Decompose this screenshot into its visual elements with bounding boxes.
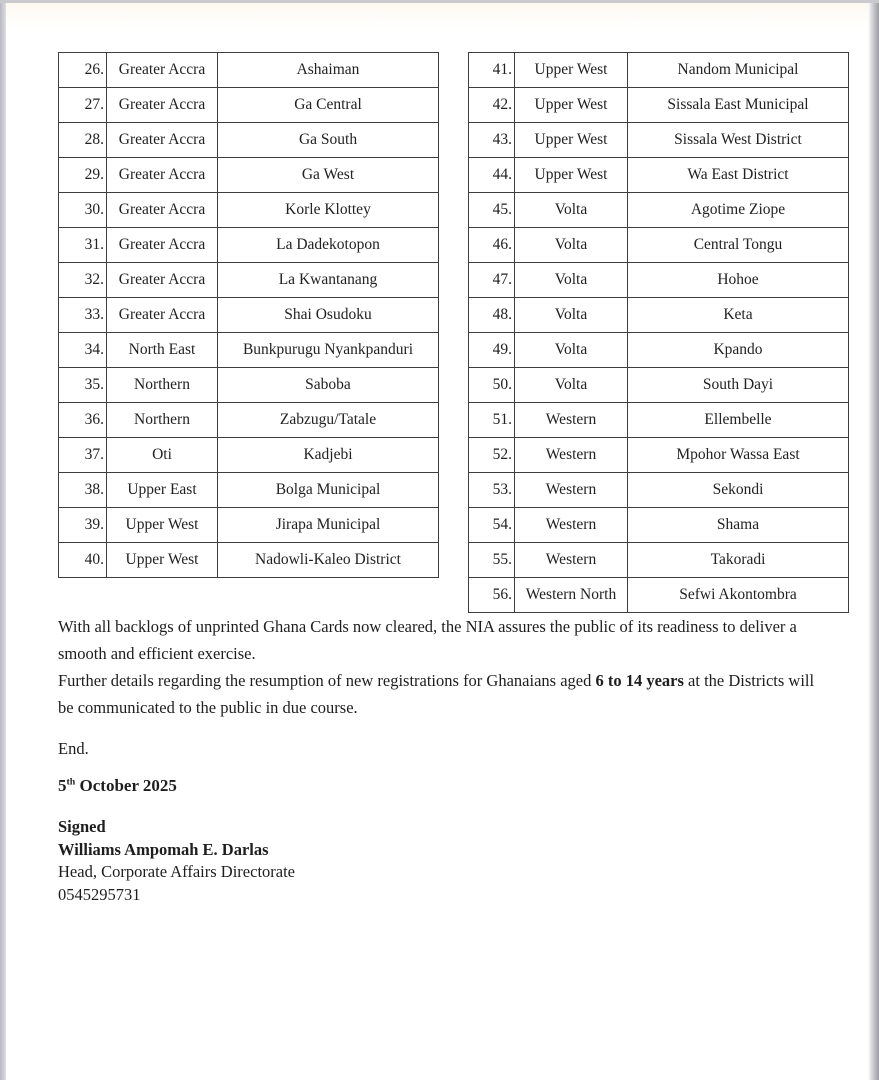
photo-tint-top: [6, 3, 868, 29]
row-number-cell: 46.: [469, 228, 515, 263]
photo-edge-right: [868, 0, 879, 1080]
region-cell: Greater Accra: [107, 228, 218, 263]
table-row: [469, 403, 849, 438]
district-cell: Sekondi: [628, 473, 849, 508]
districts-table-left: [58, 52, 439, 578]
region-cell: Western North: [515, 578, 628, 613]
table-row: [469, 53, 849, 88]
district-cell: Agotime Ziope: [628, 193, 849, 228]
paragraph-backlogs: With all backlogs of unprinted Ghana Cards now cleared, the NIA assures the public of its readiness to deliver a smooth and efficient exercise.: [58, 617, 797, 663]
row-number-cell: 37.: [59, 438, 107, 473]
row-number-cell: 48.: [469, 298, 515, 333]
district-cell: Ellembelle: [628, 403, 849, 438]
region-cell: Upper West: [107, 543, 218, 578]
region-cell: Northern: [107, 403, 218, 438]
region-cell: Western: [515, 403, 628, 438]
table-row: [59, 543, 439, 578]
region-cell: Volta: [515, 368, 628, 403]
district-cell: Sissala West District: [628, 123, 849, 158]
district-cell: Kadjebi: [218, 438, 439, 473]
row-number-cell: 29.: [59, 158, 107, 193]
document-body: [58, 52, 826, 906]
row-number-cell: 33.: [59, 298, 107, 333]
district-cell: Takoradi: [628, 543, 849, 578]
region-cell: Volta: [515, 263, 628, 298]
region-cell: Northern: [107, 368, 218, 403]
signatory-name: Williams Ampomah E. Darlas: [58, 839, 269, 859]
district-cell: Korle Klottey: [218, 193, 439, 228]
release-date: [58, 776, 826, 796]
district-cell: Nandom Municipal: [628, 53, 849, 88]
row-number-cell: 31.: [59, 228, 107, 263]
row-number-cell: 32.: [59, 263, 107, 298]
table-row: [59, 53, 439, 88]
row-number-cell: 44.: [469, 158, 515, 193]
row-number-cell: 51.: [469, 403, 515, 438]
district-cell: South Dayi: [628, 368, 849, 403]
table-row: [469, 543, 849, 578]
table-row: [59, 298, 439, 333]
table-row: [59, 158, 439, 193]
row-number-cell: 56.: [469, 578, 515, 613]
table-row: [469, 333, 849, 368]
region-cell: Western: [515, 438, 628, 473]
table-row: [59, 228, 439, 263]
end-marker: End.: [58, 739, 89, 758]
table-row: [59, 368, 439, 403]
row-number-cell: 47.: [469, 263, 515, 298]
district-cell: Ashaiman: [218, 53, 439, 88]
district-cell: Keta: [628, 298, 849, 333]
district-cell: Shai Osudoku: [218, 298, 439, 333]
region-cell: North East: [107, 333, 218, 368]
row-number-cell: 26.: [59, 53, 107, 88]
row-number-cell: 38.: [59, 473, 107, 508]
region-cell: Upper East: [107, 473, 218, 508]
table-row: [469, 298, 849, 333]
table-row: [469, 193, 849, 228]
region-cell: Volta: [515, 333, 628, 368]
table-row: [59, 263, 439, 298]
table-row: [469, 88, 849, 123]
district-cell: Bunkpurugu Nyankpanduri: [218, 333, 439, 368]
districts-table-right: [468, 52, 849, 613]
table-row: [469, 578, 849, 613]
table-row: [59, 403, 439, 438]
table-row: [59, 508, 439, 543]
signed-label: Signed: [58, 817, 106, 836]
region-cell: Volta: [515, 298, 628, 333]
signature-block: [58, 816, 826, 906]
row-number-cell: 34.: [59, 333, 107, 368]
region-cell: Greater Accra: [107, 88, 218, 123]
region-cell: Greater Accra: [107, 263, 218, 298]
region-cell: Upper West: [515, 53, 628, 88]
row-number-cell: 39.: [59, 508, 107, 543]
region-cell: Upper West: [107, 508, 218, 543]
district-cell: Saboba: [218, 368, 439, 403]
table-row: [59, 333, 439, 368]
row-number-cell: 27.: [59, 88, 107, 123]
row-number-cell: 40.: [59, 543, 107, 578]
district-cell: Ga West: [218, 158, 439, 193]
region-cell: Greater Accra: [107, 158, 218, 193]
region-cell: Volta: [515, 193, 628, 228]
region-cell: Upper West: [515, 88, 628, 123]
release-date-rest: October 2025: [75, 776, 177, 795]
district-cell: Mpohor Wassa East: [628, 438, 849, 473]
row-number-cell: 54.: [469, 508, 515, 543]
district-tables: [58, 52, 826, 613]
district-cell: Hohoe: [628, 263, 849, 298]
table-row: [469, 263, 849, 298]
district-cell: Ga Central: [218, 88, 439, 123]
region-cell: Greater Accra: [107, 123, 218, 158]
region-cell: Upper West: [515, 123, 628, 158]
region-cell: Greater Accra: [107, 193, 218, 228]
row-number-cell: 42.: [469, 88, 515, 123]
region-cell: Upper West: [515, 158, 628, 193]
row-number-cell: 28.: [59, 123, 107, 158]
row-number-cell: 49.: [469, 333, 515, 368]
district-cell: La Kwantanang: [218, 263, 439, 298]
region-cell: Volta: [515, 228, 628, 263]
table-row: [59, 123, 439, 158]
district-cell: Sefwi Akontombra: [628, 578, 849, 613]
row-number-cell: 36.: [59, 403, 107, 438]
district-cell: Kpando: [628, 333, 849, 368]
district-cell: Central Tongu: [628, 228, 849, 263]
row-number-cell: 35.: [59, 368, 107, 403]
table-row: [469, 438, 849, 473]
district-cell: Jirapa Municipal: [218, 508, 439, 543]
region-cell: Western: [515, 543, 628, 578]
district-cell: Shama: [628, 508, 849, 543]
paragraph-further-details-prefix: Further details regarding the resumption of new registrations for Ghanaians aged: [58, 671, 596, 690]
district-cell: Bolga Municipal: [218, 473, 439, 508]
row-number-cell: 50.: [469, 368, 515, 403]
row-number-cell: 45.: [469, 193, 515, 228]
table-row: [469, 158, 849, 193]
paragraph-further-details: [58, 667, 826, 721]
row-number-cell: 52.: [469, 438, 515, 473]
table-row: [469, 473, 849, 508]
age-range-bold: 6 to 14 years: [595, 671, 684, 690]
signatory-title: Head, Corporate Affairs Directorate: [58, 862, 296, 881]
table-row: [469, 368, 849, 403]
district-cell: Sissala East Municipal: [628, 88, 849, 123]
table-row: [59, 473, 439, 508]
signatory-phone: 0545295731: [58, 884, 141, 904]
photo-edge-left: [0, 0, 6, 1080]
district-cell: Zabzugu/Tatale: [218, 403, 439, 438]
table-row: [59, 88, 439, 123]
table-row: [469, 508, 849, 543]
region-cell: Western: [515, 508, 628, 543]
row-number-cell: 53.: [469, 473, 515, 508]
row-number-cell: 30.: [59, 193, 107, 228]
row-number-cell: 55.: [469, 543, 515, 578]
table-row: [469, 228, 849, 263]
region-cell: Western: [515, 473, 628, 508]
district-cell: Nadowli-Kaleo District: [218, 543, 439, 578]
row-number-cell: 43.: [469, 123, 515, 158]
table-row: [59, 438, 439, 473]
paragraph-further-details-suffix: at the Districts will be communicated to the public in due course.: [58, 671, 815, 717]
district-cell: Wa East District: [628, 158, 849, 193]
district-cell: Ga South: [218, 123, 439, 158]
table-row: [59, 193, 439, 228]
region-cell: Oti: [107, 438, 218, 473]
row-number-cell: 41.: [469, 53, 515, 88]
region-cell: Greater Accra: [107, 298, 218, 333]
release-date-day: 5: [58, 776, 67, 795]
table-row: [469, 123, 849, 158]
district-cell: La Dadekotopon: [218, 228, 439, 263]
region-cell: Greater Accra: [107, 53, 218, 88]
release-date-ordinal: th: [66, 776, 76, 788]
